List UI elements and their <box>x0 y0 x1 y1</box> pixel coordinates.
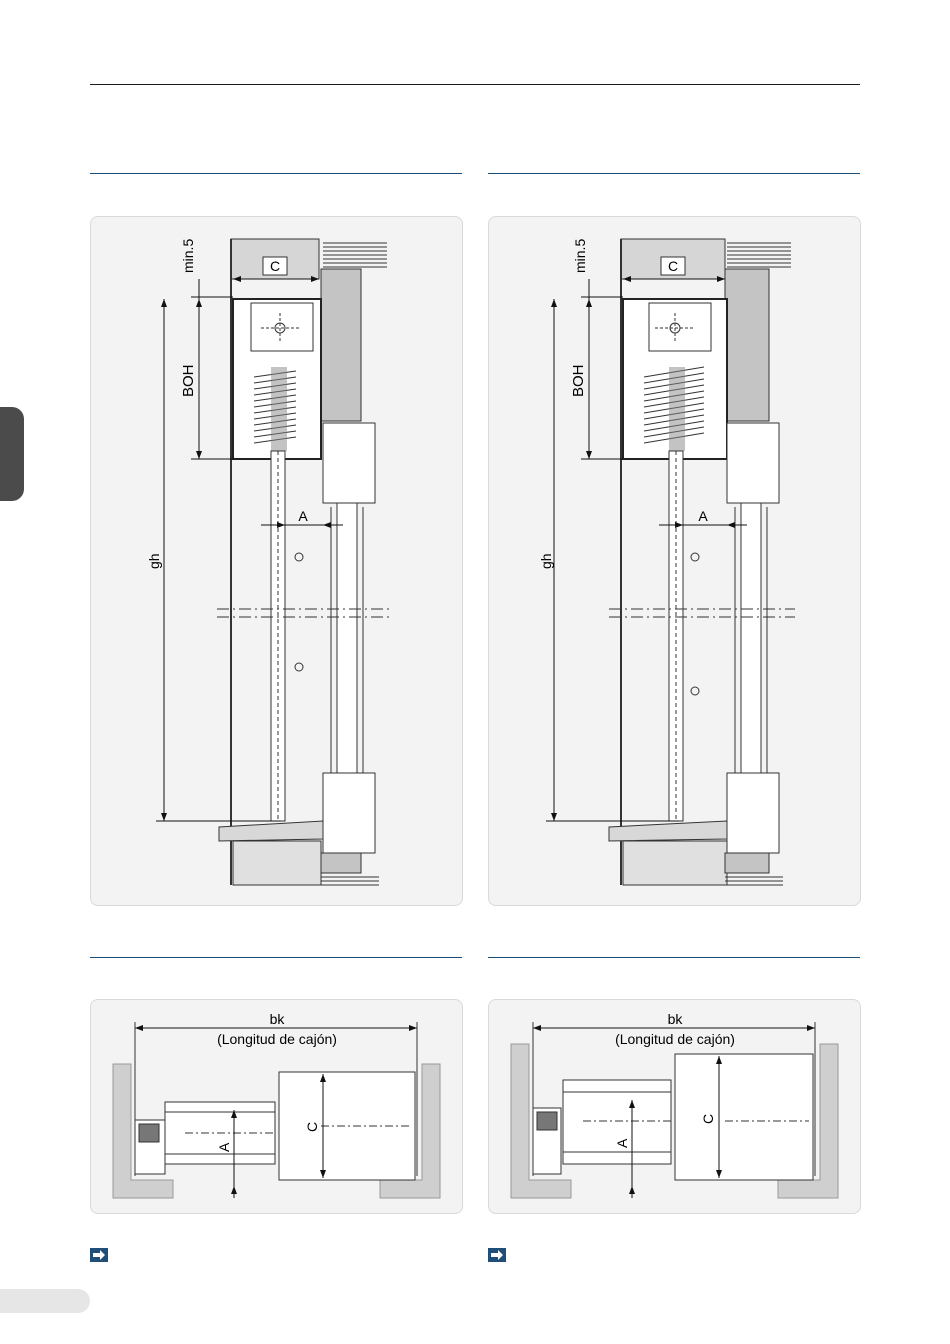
section-drawing-right <box>488 216 861 906</box>
dim-label-c-plan: C <box>304 1121 320 1132</box>
arrow-right-icon <box>488 1248 506 1262</box>
dim-label-longitud: (Longitud de cajón) <box>217 1031 337 1047</box>
dim-label-a-plan-right: A <box>614 1138 630 1148</box>
section-rule-bottom-left <box>90 957 462 958</box>
dim-label-boh-right: BOH <box>570 364 587 397</box>
dim-label-gh-right: gh <box>538 553 554 569</box>
dim-label-a-right: A <box>698 508 708 524</box>
dim-label-gh: gh <box>146 553 162 569</box>
arrow-right-icon <box>90 1248 108 1262</box>
dim-label-longitud-right: (Longitud de cajón) <box>615 1031 735 1047</box>
dim-label-a: A <box>298 508 308 524</box>
plan-drawing-right <box>488 999 861 1214</box>
page-number-pill <box>0 1289 90 1313</box>
dim-label-min5: min.5 <box>180 238 196 273</box>
dim-label-bk-right: bk <box>667 1011 683 1027</box>
vertical-section-svg-left <box>91 217 462 905</box>
plan-view-svg-left <box>91 1000 462 1213</box>
header-rule <box>90 84 860 85</box>
plan-view-svg-right <box>489 1000 860 1213</box>
section-rule-top-left <box>90 173 462 174</box>
vertical-section-svg-right <box>489 217 860 905</box>
dim-label-min5-right: min.5 <box>572 238 588 273</box>
dim-label-c-plan-right: C <box>700 1113 716 1124</box>
chapter-tab <box>0 407 24 501</box>
dim-label-bk: bk <box>269 1011 285 1027</box>
plan-drawing-left <box>90 999 463 1214</box>
dim-label-c: C <box>269 258 281 274</box>
dim-label-a-plan: A <box>216 1142 232 1152</box>
section-drawing-left <box>90 216 463 906</box>
dim-label-c-right: C <box>667 258 679 274</box>
section-rule-top-right <box>488 173 860 174</box>
section-rule-bottom-right <box>488 957 860 958</box>
dim-label-boh: BOH <box>180 364 197 397</box>
